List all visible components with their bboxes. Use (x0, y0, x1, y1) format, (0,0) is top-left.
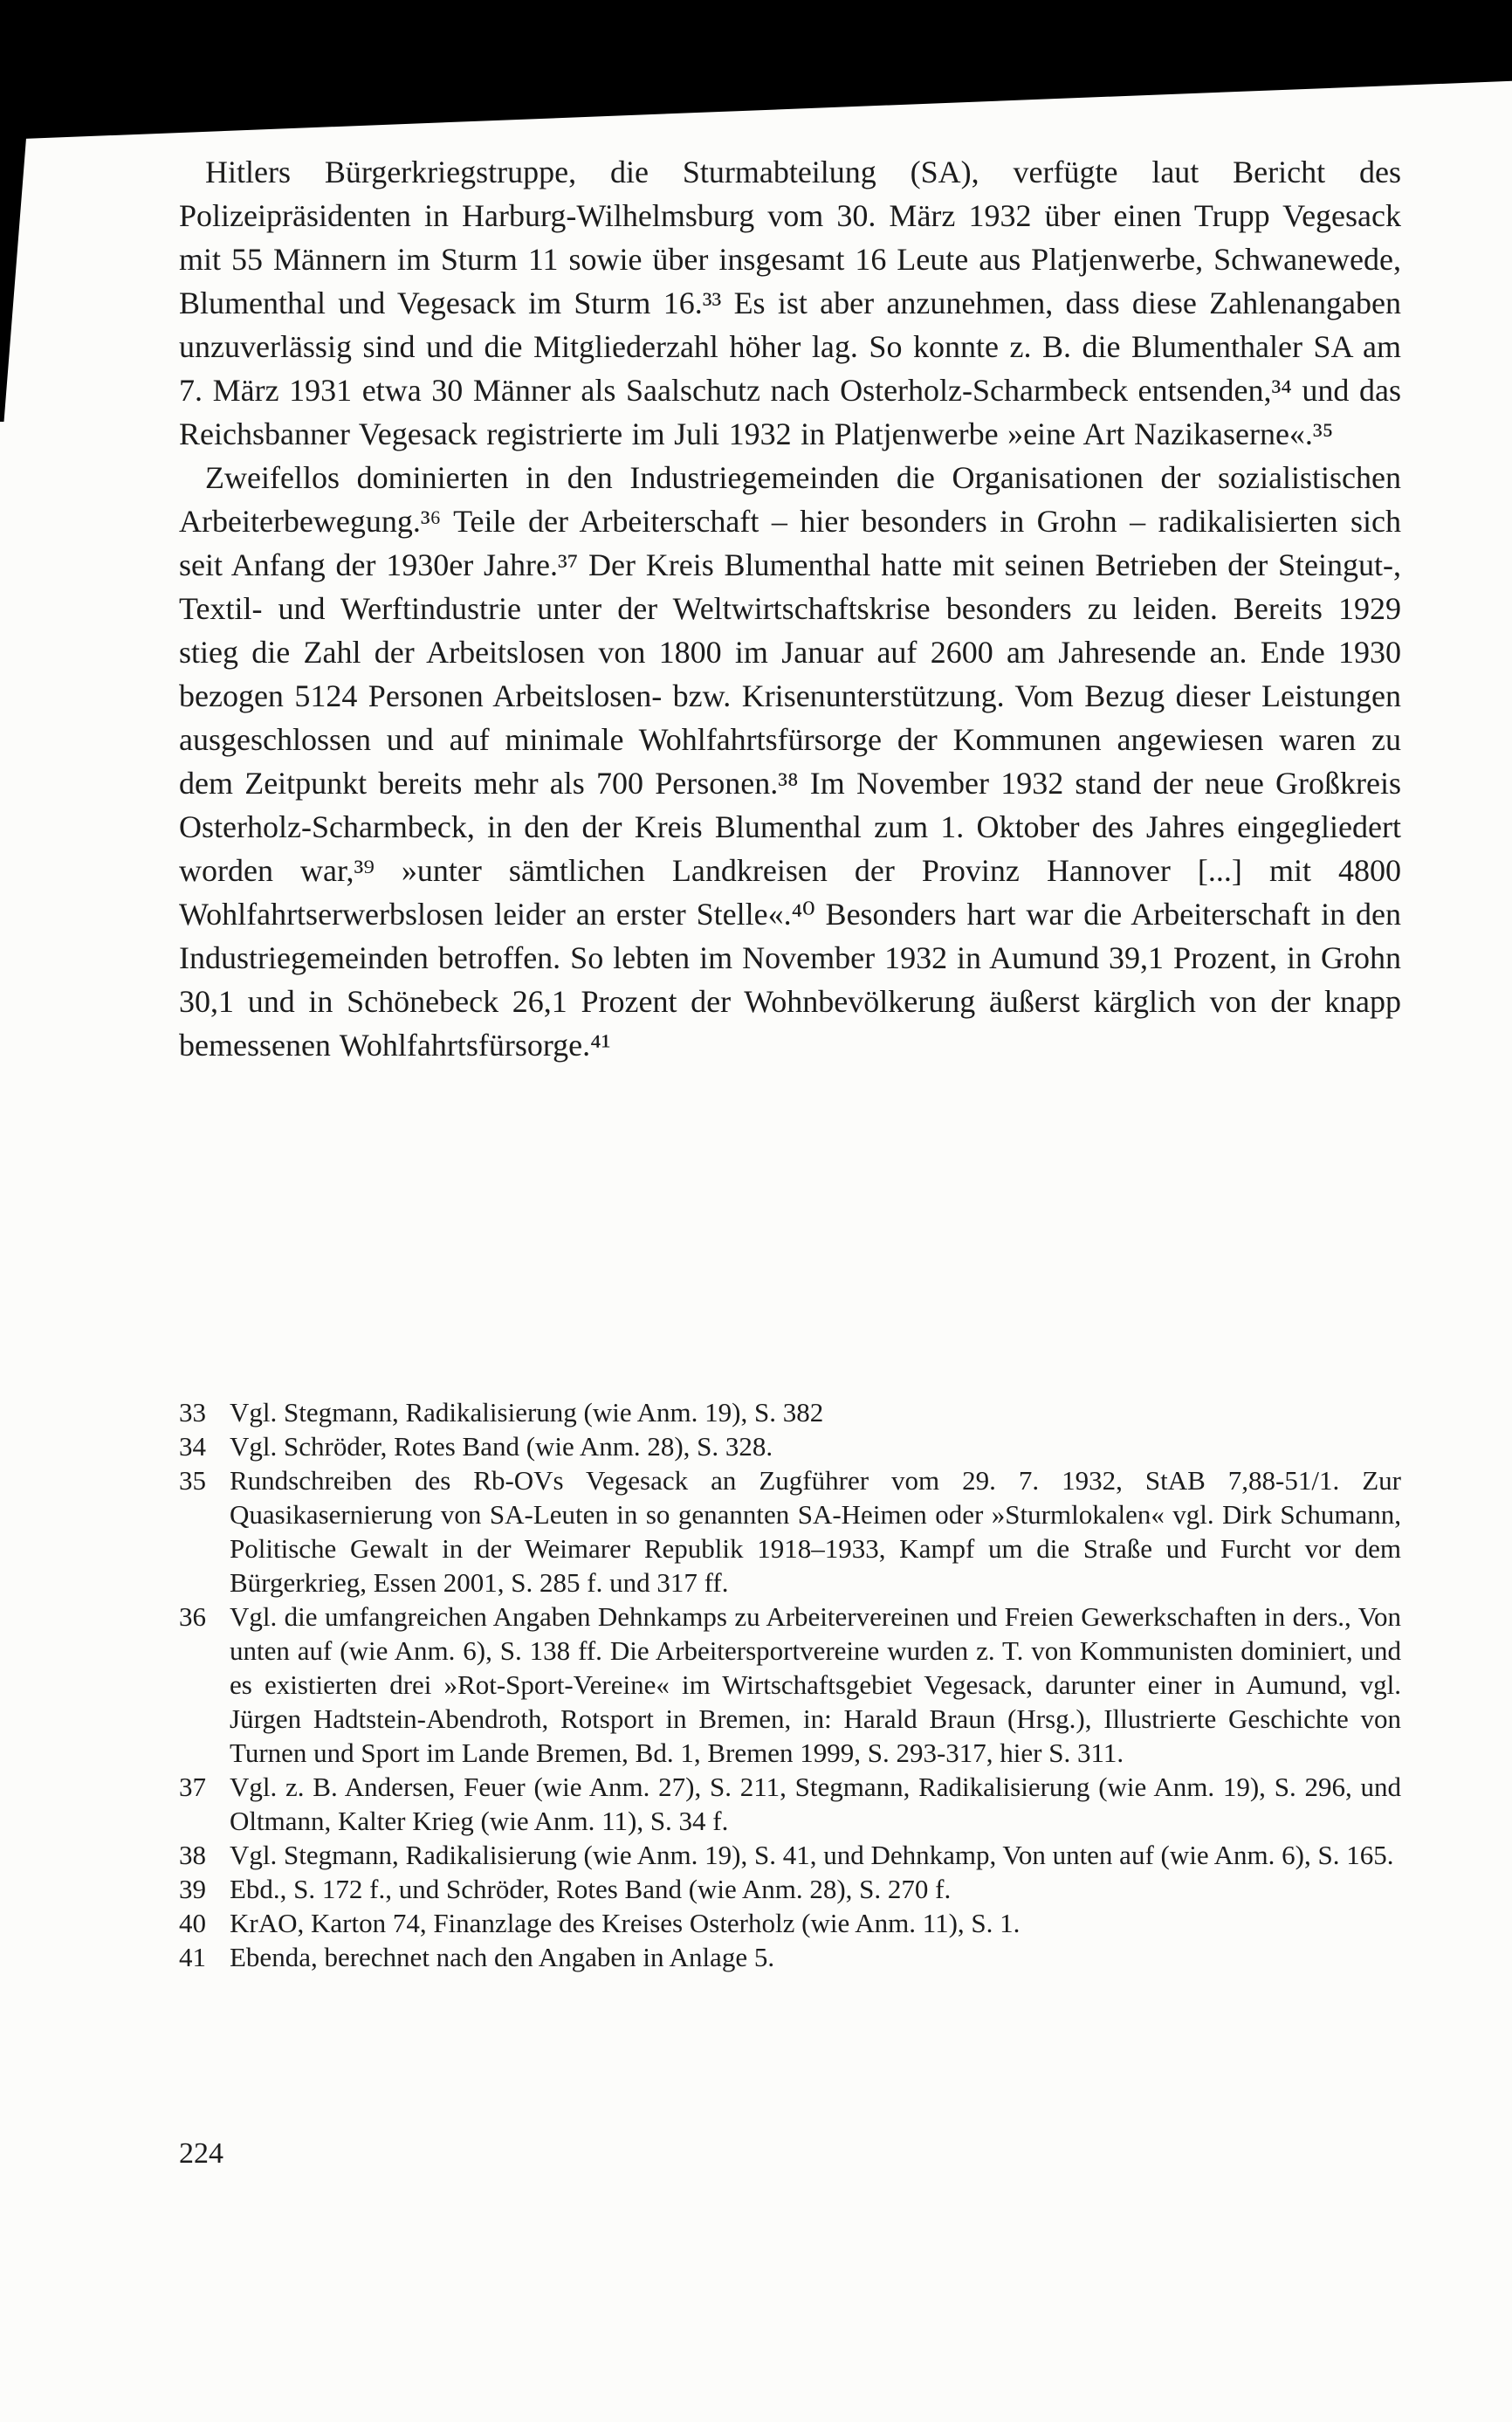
footnote-text: Vgl. z. B. Andersen, Feuer (wie Anm. 27), S. 211, Stegmann, Radikalisierung (wie Anm. 19), S. 296, und Oltmann, Kalter Krieg (wie Anm. 11), S. 34 f. (230, 1772, 1401, 1836)
body-paragraph: Zweifellos dominierten in den Industriegemeinden die Organisationen der sozialistischen Arbeiterbewegung.³⁶ Teile der Arbeiterschaft – hier besonders in Grohn – radikalisierten sich seit Anfang der 1930er Jahre.³⁷ Der Kreis Blumenthal hatte mit seinen Betrieben der Steingut-, Textil- und Werftindustrie unter der Weltwirtschaftskrise besonders zu leiden. Bereits 1929 stieg die Zahl der Arbeitslosen von 1800 im Januar auf 2600 am Jahresende an. Ende 1930 bezogen 5124 Personen Arbeitslosen- bzw. Krisenunterstützung. Vom Bezug dieser Leistungen ausgeschlossen und auf minimale Wohlfahrtsfürsorge der Kommunen angewiesen waren zu dem Zeitpunkt bereits mehr als 700 Personen.³⁸ Im November 1932 stand der neue Großkreis Osterholz-Scharmbeck, in den der Kreis Blumenthal zum 1. Oktober des Jahres eingegliedert worden war,³⁹ »unter sämtlichen Landkreisen der Provinz Hannover [...] mit 4800 Wohlfahrtserwerbslosen leider an erster Stelle«.⁴⁰ Besonders hart war die Arbeiterschaft in den Industriegemeinden betroffen. So lebten im November 1932 in Aumund 39,1 Prozent, in Grohn 30,1 und in Schönebeck 26,1 Prozent der Wohnbevölkerung äußerst kärglich von der knapp bemessenen Wohlfahrtsfürsorge.⁴¹ (179, 460, 1401, 1063)
footnotes-section (179, 1395, 1401, 1974)
footnote-number: 40 (179, 1908, 206, 1938)
footnote-item (179, 1395, 1401, 1429)
footnote-number: 36 (179, 1601, 206, 1632)
footnote-number: 33 (179, 1397, 206, 1428)
footnote-text: Vgl. Schröder, Rotes Band (wie Anm. 28), S. 328. (230, 1431, 773, 1462)
footnote-text: Vgl. Stegmann, Radikalisierung (wie Anm. 19), S. 382 (230, 1397, 824, 1428)
footnote-item (179, 1838, 1401, 1872)
footnote-number: 37 (179, 1772, 206, 1802)
scan-border-left (0, 138, 26, 422)
footnote-item (179, 1906, 1401, 1940)
body-text-block (179, 150, 1401, 1067)
footnote-text: Vgl. die umfangreichen Angaben Dehnkamps zu Arbeitervereinen und Freien Gewerkschaften in ders., Von unten auf (wie Anm. 6), S. 138 ff. Die Arbeitersportvereine wurden z. T. von Kommunisten dominiert, und es existierten drei »Rot-Sport-Vereine« im Wirtschaftsgebiet Vegesack, darunter einer in Aumund, vgl. Jürgen Hadtstein-Abendroth, Rotsport in Bremen, in: Harald Braun (Hrsg.), Illustrierte Geschichte von Turnen und Sport im Lande Bremen, Bd. 1, Bremen 1999, S. 293-317, hier S. 311. (230, 1601, 1401, 1768)
footnote-number: 35 (179, 1465, 206, 1496)
page-number: 224 (179, 2137, 223, 2170)
footnote-item (179, 1770, 1401, 1838)
footnote-text: Vgl. Stegmann, Radikalisierung (wie Anm. 19), S. 41, und Dehnkamp, Von unten auf (wie Anm. 6), S. 165. (230, 1840, 1394, 1870)
footnote-text: Rundschreiben des Rb-OVs Vegesack an Zugführer vom 29. 7. 1932, StAB 7,88-51/1. Zur Quasikasernierung von SA-Leuten in so genannten SA-Heimen oder »Sturmlokalen« vgl. Dirk Schumann, Politische Gewalt in der Weimarer Republik 1918–1933, Kampf um die Straße und Furcht vor dem Bürgerkrieg, Essen 2001, S. 285 f. und 317 ff. (230, 1465, 1401, 1598)
footnote-number: 34 (179, 1431, 206, 1462)
footnote-item (179, 1940, 1401, 1974)
footnote-text: Ebd., S. 172 f., und Schröder, Rotes Band (wie Anm. 28), S. 270 f. (230, 1874, 952, 1904)
body-paragraph: Hitlers Bürgerkriegstruppe, die Sturmabteilung (SA), verfügte laut Bericht des Polizeipräsidenten in Harburg-Wilhelmsburg vom 30. März 1932 über einen Trupp Vegesack mit 55 Männern im Sturm 11 sowie über insgesamt 16 Leute aus Platjenwerbe, Schwanewede, Blumenthal und Vegesack im Sturm 16.³³ Es ist aber anzunehmen, dass diese Zahlenangaben unzuverlässig sind und die Mitgliederzahl höher lag. So konnte z. B. die Blumenthaler SA am 7. März 1931 etwa 30 Männer als Saalschutz nach Osterholz-Scharmbeck entsenden,³⁴ und das Reichsbanner Vegesack registrierte im Juli 1932 in Platjenwerbe »eine Art Nazikaserne«.³⁵ (179, 155, 1401, 451)
footnote-text: Ebenda, berechnet nach den Angaben in Anlage 5. (230, 1942, 775, 1972)
footnote-item (179, 1429, 1401, 1463)
footnote-number: 39 (179, 1874, 206, 1904)
scan-border-top (0, 0, 1512, 140)
footnote-number: 41 (179, 1942, 206, 1972)
footnote-item (179, 1463, 1401, 1600)
footnote-item (179, 1872, 1401, 1906)
footnote-text: KrAO, Karton 74, Finanzlage des Kreises Osterholz (wie Anm. 11), S. 1. (230, 1908, 1021, 1938)
footnote-number: 38 (179, 1840, 206, 1870)
footnote-item (179, 1600, 1401, 1770)
